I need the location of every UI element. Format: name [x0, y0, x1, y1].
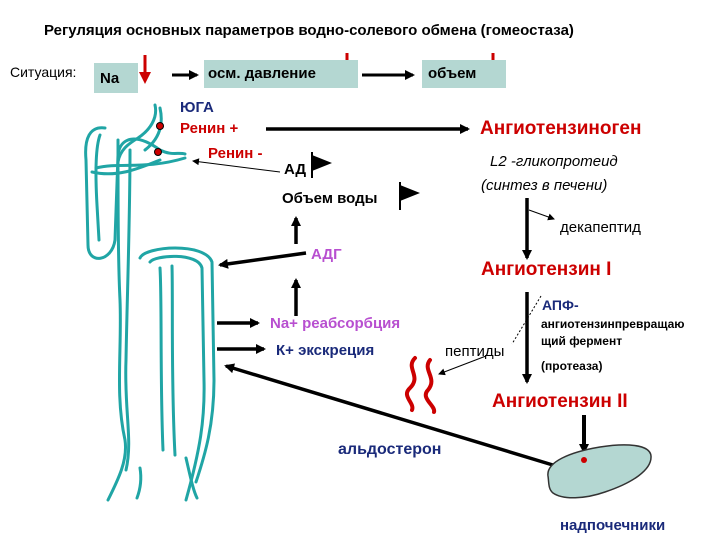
aldosterone-label: альдостерон	[338, 441, 442, 458]
adg-label: АДГ	[311, 246, 342, 263]
liver-synthesis-label: (синтез в печени)	[481, 177, 608, 194]
na-reabsorption-label: Na+ реабсорбция	[270, 315, 401, 332]
ace-label: АПФ-	[542, 297, 579, 313]
ace-name-line2: щий фермент	[541, 334, 623, 348]
glycoprotein-label: L2 -гликопротеид	[490, 153, 618, 170]
situation-na-box: Na	[94, 63, 138, 93]
situation-volume-box: объем	[422, 60, 506, 88]
angiotensinogen-label: Ангиотензиноген	[480, 118, 642, 139]
yuga-dot-icon	[157, 123, 164, 130]
ad-label: АД	[284, 161, 307, 178]
adrenal-label: надпочечники	[560, 517, 666, 534]
peptide-chain-icon	[407, 358, 434, 412]
water-volume-label: Объем воды	[282, 190, 378, 207]
renin-dot-icon	[155, 149, 162, 156]
yuga-label: ЮГА	[180, 99, 214, 116]
adrenal-gland-icon	[548, 445, 651, 498]
k-excretion-label: К+ экскреция	[276, 342, 375, 359]
peptides-label: пептиды	[445, 343, 505, 360]
angiotensin1-label: Ангиотензин I	[481, 259, 612, 280]
situation-label: Ситуация:	[10, 64, 77, 80]
renin-plus-label: Ренин +	[180, 120, 239, 137]
ace-name-line1: ангиотензинпревращаю	[541, 317, 685, 331]
decapeptide-label: декапептид	[560, 219, 641, 236]
nephron-icon	[86, 105, 214, 500]
situation-osm-box: осм. давление	[204, 60, 358, 88]
page-title: Регуляция основных параметров водно-солевого обмена (гомеостаза)	[44, 22, 574, 39]
protease-label: (протеаза)	[541, 359, 603, 373]
angiotensin2-label: Ангиотензин II	[492, 391, 628, 412]
renin-minus-label: Ренин -	[208, 145, 263, 162]
